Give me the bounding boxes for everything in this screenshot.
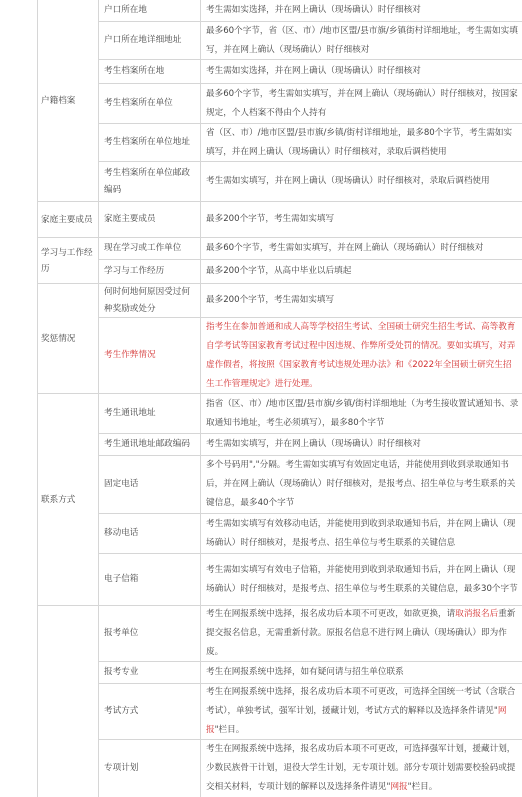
field-label: 考生档案所在地 [104, 66, 165, 76]
note-cell [201, 606, 522, 662]
category-label: 学习与工作经历 [41, 247, 93, 274]
note-text: 考生在网报系统中选择，如有疑问请与招生单位联系 [206, 667, 404, 677]
note-text: 考生需如实填写有效移动电话，并能使用到收到录取通知书后，并在网上确认（现场确认）时仔细核对，是报考点、招生单位与考生联系的关键信息 [206, 518, 516, 548]
field-label: 考生通讯地址 [104, 408, 156, 418]
category-contact-info [37, 394, 98, 606]
note-link-wangbao[interactable]: 网报 [206, 706, 507, 735]
field-cell [98, 318, 201, 394]
note-link-wangbao[interactable]: 网报 [390, 782, 408, 792]
note-text: 最多60个字节，省（区、市）/地市区盟/县市旗/乡镇街村详细地址，考生需如实填写，并在网上确认（现场确认）时仔细核对 [206, 25, 518, 55]
field-cell [98, 434, 201, 456]
field-cell [98, 684, 201, 740]
category-blank [37, 606, 98, 797]
note-text: 省（区、市）/地市区盟/县市旗/乡镇/街村详细地址，最多80个字节，考生需如实填写，并在网上确认（现场确认）时仔细核对，录取后调档使用 [206, 127, 513, 157]
note-highlight: 取消报名后 [455, 609, 499, 619]
note-text: 最多200个字节，从高中毕业以后填起 [206, 266, 352, 276]
field-label: 电子信箱 [104, 574, 139, 584]
note-segment: "栏目。 [214, 725, 245, 735]
field-label: 家庭主要成员 [104, 214, 156, 224]
note-cell [201, 684, 522, 740]
field-cell [98, 22, 201, 60]
note-cell [201, 740, 522, 797]
note-cell [201, 434, 522, 456]
note-cell [201, 318, 522, 394]
field-cell [98, 260, 201, 284]
field-cell [98, 606, 201, 662]
note-cell [201, 238, 522, 260]
note-text: 考生需如实填写，并在网上确认（现场确认）时仔细核对 [206, 439, 421, 449]
field-cell [98, 284, 201, 318]
field-cell [98, 554, 201, 606]
category-label: 奖惩情况 [41, 333, 76, 344]
field-cell [98, 84, 201, 124]
field-label: 考生档案所在单位邮政编码 [104, 167, 190, 195]
note-cell [201, 394, 522, 434]
field-cell [98, 202, 201, 238]
field-cell [98, 662, 201, 684]
note-cell [201, 22, 522, 60]
field-label: 考生档案所在单位 [104, 98, 173, 108]
note-segment: 考生在网报系统中选择，报名成功后本项不可更改，如欲更换，请 [206, 609, 456, 619]
field-label: 考生作弊情况 [104, 350, 156, 360]
category-household-file [37, 0, 98, 202]
category-label: 联系方式 [41, 494, 76, 505]
field-label: 何时何地何原因受过何种奖励或处分 [104, 286, 190, 314]
field-cell [98, 60, 201, 84]
category-family-members [37, 202, 98, 238]
note-cell [201, 284, 522, 318]
note-cell [201, 124, 522, 162]
field-label: 考生档案所在单位地址 [104, 137, 190, 147]
note-cell [201, 456, 522, 514]
field-cell [98, 124, 201, 162]
note-text: 最多60个字节，考生需如实填写，并在网上确认（现场确认）时仔细核对 [206, 243, 484, 253]
field-cell [98, 238, 201, 260]
note-text [206, 605, 519, 662]
category-label: 家庭主要成员 [41, 214, 93, 225]
field-cell [98, 0, 201, 22]
field-label: 报考单位 [104, 628, 139, 638]
note-text [206, 683, 519, 740]
field-label: 考试方式 [104, 706, 139, 716]
note-text: 最多60个字节，考生需如实填写，并在网上确认（现场确认）时仔细核对，按国家规定，个人档案不得由个人持有 [206, 88, 518, 118]
left-gutter [0, 0, 38, 797]
note-text [206, 740, 519, 797]
note-cell [201, 514, 522, 554]
note-segment: 考生在网报系统中选择，报名成功后本项不可更改，可选择全国统一考试（含联合考试），单独考试，强军计划，援藏计划，考试方式的解释以及选择条件请见" [206, 687, 516, 716]
field-label: 户口所在地详细地址 [104, 35, 182, 45]
note-cell [201, 554, 522, 606]
field-label: 户口所在地 [104, 5, 147, 15]
note-text: 考生需如实填写，并在网上确认（现场确认）时仔细核对，录取后调档使用 [206, 176, 490, 186]
field-label: 学习与工作经历 [104, 266, 165, 276]
note-cell [201, 662, 522, 684]
field-label: 现在学习或工作单位 [104, 243, 182, 253]
field-label: 固定电话 [104, 479, 139, 489]
note-text: 指省（区、市）/地市区盟/县市旗/乡镇/街村详细地址（为考生接收置试通知书、录取通知书地址，考生必须填写），最多80个字节 [206, 398, 519, 428]
field-cell [98, 740, 201, 797]
note-cell [201, 60, 522, 84]
field-cell [98, 456, 201, 514]
note-text: 考生需如实填写有效电子信箱，并能使用到收到录取通知书后，并在网上确认（现场确认）时仔细核对，是报考点、招生单位与考生联系的关键信息，最多30个字节 [206, 564, 518, 594]
field-label: 专项计划 [104, 763, 139, 773]
note-cell [201, 260, 522, 284]
field-cell [98, 394, 201, 434]
note-segment: 考生在网报系统中选择，报名成功后本项不可更改，可选择强军计划，援藏计划，少数民族骨干计划，退役大学生计划，无专项计划。部分专项计划需要校验码或提交相关材料，专项计划的解释以及选择条件请见" [206, 744, 516, 792]
field-label: 考生通讯地址邮政编码 [104, 439, 190, 449]
note-text: 最多200个字节，考生需如实填写 [206, 214, 335, 224]
category-rewards-punishments [37, 284, 98, 394]
note-cell [201, 202, 522, 238]
field-label: 报考专业 [104, 667, 139, 677]
note-text: 考生需如实选择，并在网上确认（现场确认）时仔细核对 [206, 66, 421, 76]
field-cell [98, 514, 201, 554]
note-text: 指考生在参加普通和成人高等学校招生考试、全国硕士研究生招生考试、高等教育自学考试等国家教育考试过程中因违规、作弊所受处罚的情况。要如实填写，对弄虚作假者，将按照《国家教育考试违规处理办法》和《2022年全国硕士研究生招生工作管理规定》进行处理。 [206, 321, 516, 389]
note-cell [201, 0, 522, 22]
category-study-work-history [37, 238, 98, 284]
field-cell [98, 162, 201, 202]
note-text: 多个号码用","分隔。考生需如实填写有效固定电话，并能使用到收到录取通知书后，并在网上确认（现场确认）时仔细核对，是报考点、招生单位与考生联系的关键信息，最多40个字节 [206, 460, 516, 508]
note-cell [201, 84, 522, 124]
field-label: 移动电话 [104, 528, 139, 538]
note-text: 考生需如实选择，并在网上确认（现场确认）时仔细核对 [206, 5, 421, 15]
category-label: 户籍档案 [41, 95, 76, 106]
note-segment: 重新提交报名信息，无需重新付款。原报名信息不进行网上确认（现场确认）即为作废。 [206, 609, 516, 657]
note-segment: "栏目。 [407, 782, 438, 792]
note-text: 最多200个字节，考生需如实填写 [206, 295, 335, 305]
note-cell [201, 162, 522, 202]
